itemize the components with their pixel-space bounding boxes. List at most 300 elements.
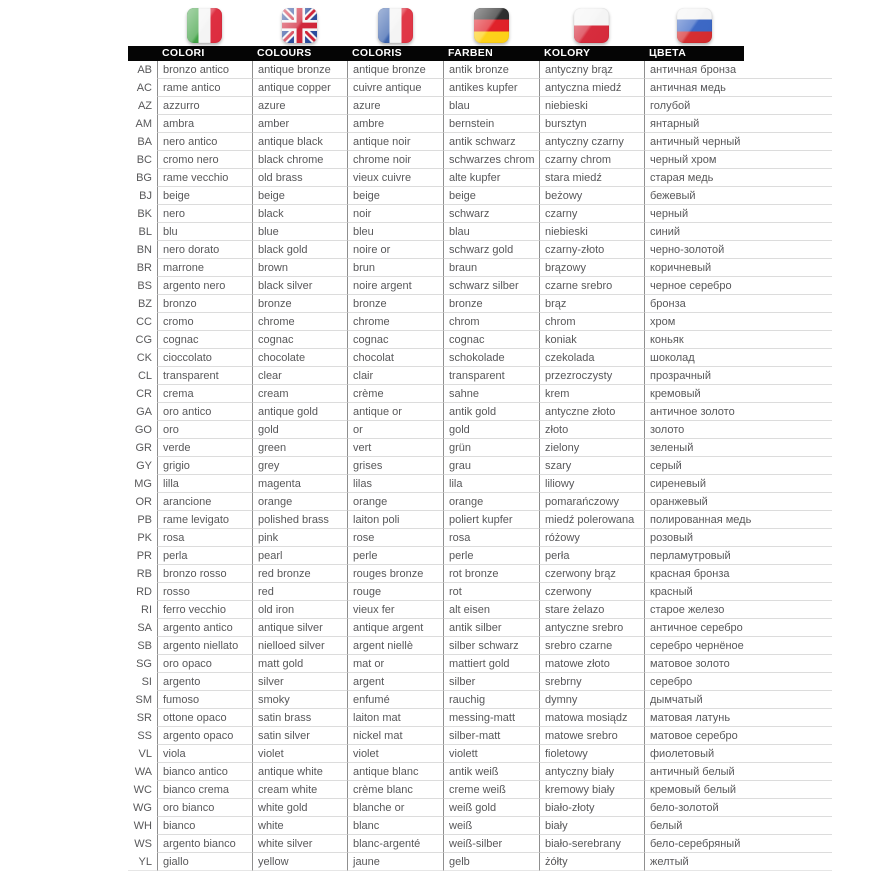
color-name-it: bianco antico: [157, 763, 252, 781]
color-name-de: messing-matt: [443, 709, 539, 727]
table-row: [128, 385, 832, 403]
color-code: WG: [133, 802, 152, 814]
color-name-pl: antyczne srebro: [539, 619, 644, 637]
color-name-fr: antique or: [347, 403, 443, 421]
color-name-en: pearl: [252, 547, 347, 565]
color-code: OR: [135, 496, 152, 508]
color-name-de: gelb: [443, 853, 539, 871]
color-name-de: rosa: [443, 529, 539, 547]
color-name-pl: liliowy: [539, 475, 644, 493]
color-name-it: crema: [157, 385, 252, 403]
color-name-fr: laiton mat: [347, 709, 443, 727]
color-name-ru: матовое золото: [644, 655, 832, 673]
color-table-body: [128, 61, 832, 871]
table-row: [128, 61, 832, 79]
color-name-ru: серебро чернёное: [644, 637, 832, 655]
color-name-it: transparent: [157, 367, 252, 385]
color-code: YL: [128, 853, 157, 871]
color-name-pl: chrom: [539, 313, 644, 331]
color-name-pl: fioletowy: [539, 745, 644, 763]
color-name-pl: biało-serebrany: [539, 835, 644, 853]
color-name-pl: niebieski: [539, 97, 644, 115]
table-row: [128, 313, 832, 331]
color-name-ru: хром: [644, 313, 832, 331]
color-name-it: nero dorato: [157, 241, 252, 259]
color-name-fr: rose: [347, 529, 443, 547]
color-name-fr: chrome noir: [347, 151, 443, 169]
color-name-ru: красный: [644, 583, 832, 601]
color-name-it: argento niellato: [157, 637, 252, 655]
color-name-en: antique silver: [252, 619, 347, 637]
color-name-it: fumoso: [157, 691, 252, 709]
color-name-fr: bleu: [347, 223, 443, 241]
color-name-ru: античная медь: [644, 79, 832, 97]
color-name-de: schwarz silber: [443, 277, 539, 295]
color-name-it: argento opaco: [157, 727, 252, 745]
color-name-fr: bronze: [347, 295, 443, 313]
color-name-ru: коричневый: [644, 259, 832, 277]
color-name-de: schwarzes chrom: [443, 151, 539, 169]
color-name-ru: коньяк: [644, 331, 832, 349]
table-row: [128, 673, 832, 691]
color-name-de: alt eisen: [443, 601, 539, 619]
color-name-ru: античное серебро: [644, 619, 832, 637]
table-row: [128, 223, 832, 241]
color-name-de: antikes kupfer: [443, 79, 539, 97]
table-row: [128, 259, 832, 277]
color-code: BS: [137, 280, 152, 292]
table-header: [128, 46, 744, 61]
table-row: [128, 655, 832, 673]
table-row: [128, 853, 832, 871]
color-name-en: black chrome: [252, 151, 347, 169]
color-code: RB: [136, 568, 152, 580]
color-name-en: cognac: [252, 331, 347, 349]
table-row: [128, 367, 832, 385]
color-name-pl: miedź polerowana: [539, 511, 644, 529]
color-name-fr: antique noir: [347, 133, 443, 151]
color-name-ru: старая медь: [644, 169, 832, 187]
color-name-it: rame vecchio: [157, 169, 252, 187]
color-name-fr: grises: [347, 457, 443, 475]
color-name-ru: шоколад: [644, 349, 832, 367]
color-code: SM: [135, 694, 152, 706]
color-name-ru: античное золото: [644, 403, 832, 421]
color-name-ru: античный черный: [644, 133, 832, 151]
color-name-it: cognac: [157, 331, 252, 349]
color-name-en: antique copper: [252, 79, 347, 97]
color-name-it: ottone opaco: [157, 709, 252, 727]
color-name-pl: przezroczysty: [539, 367, 644, 385]
color-name-en: satin silver: [252, 727, 347, 745]
color-name-de: weiß: [443, 817, 539, 835]
color-name-fr: blanc-argenté: [347, 835, 443, 853]
table-row: [128, 457, 832, 475]
color-name-en: antique white: [252, 763, 347, 781]
color-code: BK: [137, 208, 152, 220]
color-code: BN: [136, 244, 152, 256]
color-name-de: bernstein: [443, 115, 539, 133]
color-name-en: red bronze: [252, 565, 347, 583]
color-name-de: schwarz gold: [443, 241, 539, 259]
color-name-fr: nickel mat: [347, 727, 443, 745]
table-row: [128, 781, 832, 799]
color-name-it: rame levigato: [157, 511, 252, 529]
color-name-pl: dymny: [539, 691, 644, 709]
table-row: [128, 295, 832, 313]
color-table: [128, 6, 832, 871]
color-name-ru: красная бронза: [644, 565, 832, 583]
table-row: [128, 403, 832, 421]
color-code: CC: [136, 316, 152, 328]
color-name-en: antique bronze: [252, 61, 347, 79]
color-name-fr: argent niellè: [347, 637, 443, 655]
color-name-ru: бело-серебряный: [644, 835, 832, 853]
color-name-ru: серый: [644, 457, 832, 475]
color-code: SS: [137, 730, 152, 742]
color-name-pl: beżowy: [539, 187, 644, 205]
color-name-pl: antyczny biały: [539, 763, 644, 781]
color-code: SR: [136, 712, 152, 724]
color-name-ru: матовая латунь: [644, 709, 832, 727]
color-name-pl: antyczny czarny: [539, 133, 644, 151]
color-name-it: argento nero: [157, 277, 252, 295]
header-kolory: KOLORY: [544, 47, 591, 59]
color-name-de: schwarz: [443, 205, 539, 223]
color-name-pl: szary: [539, 457, 644, 475]
color-name-it: marrone: [157, 259, 252, 277]
color-name-ru: фиолетовый: [644, 745, 832, 763]
table-row: [128, 745, 832, 763]
color-name-it: bronzo antico: [157, 61, 252, 79]
color-name-fr: laiton poli: [347, 511, 443, 529]
color-name-en: green: [252, 439, 347, 457]
color-name-de: poliert kupfer: [443, 511, 539, 529]
color-name-ru: кремовый белый: [644, 781, 832, 799]
color-name-en: brown: [252, 259, 347, 277]
color-code: WH: [133, 820, 152, 832]
color-name-it: grigio: [157, 457, 252, 475]
color-name-ru: перламутровый: [644, 547, 832, 565]
color-name-en: black silver: [252, 277, 347, 295]
table-row: [128, 331, 832, 349]
color-code: RI: [141, 604, 152, 616]
color-code: BJ: [139, 190, 152, 202]
color-name-ru: белый: [644, 817, 832, 835]
color-name-pl: czarny: [539, 205, 644, 223]
color-code: BL: [138, 226, 152, 238]
color-name-de: creme weiß: [443, 781, 539, 799]
color-name-en: white gold: [252, 799, 347, 817]
color-name-en: azure: [252, 97, 347, 115]
color-name-de: cognac: [443, 331, 539, 349]
table-row: [128, 709, 832, 727]
color-name-it: perla: [157, 547, 252, 565]
color-name-en: chrome: [252, 313, 347, 331]
color-name-en: grey: [252, 457, 347, 475]
color-name-en: violet: [252, 745, 347, 763]
color-name-en: antique gold: [252, 403, 347, 421]
color-name-en: cream white: [252, 781, 347, 799]
color-name-en: orange: [252, 493, 347, 511]
color-name-de: alte kupfer: [443, 169, 539, 187]
color-name-en: red: [252, 583, 347, 601]
color-name-de: orange: [443, 493, 539, 511]
color-name-pl: czarny-złoto: [539, 241, 644, 259]
header-cveta: ЦВЕТА: [649, 47, 687, 59]
color-name-fr: orange: [347, 493, 443, 511]
color-name-en: bronze: [252, 295, 347, 313]
color-name-pl: stara miedź: [539, 169, 644, 187]
color-name-en: magenta: [252, 475, 347, 493]
table-row: [128, 169, 832, 187]
color-name-pl: srebro czarne: [539, 637, 644, 655]
color-name-fr: noire argent: [347, 277, 443, 295]
color-name-en: nielloed silver: [252, 637, 347, 655]
color-name-de: grau: [443, 457, 539, 475]
color-name-fr: noire or: [347, 241, 443, 259]
color-name-fr: violet: [347, 745, 443, 763]
color-name-it: oro: [157, 421, 252, 439]
table-row: [128, 439, 832, 457]
color-name-de: antik bronze: [443, 61, 539, 79]
france-flag-icon: [378, 8, 413, 43]
color-name-it: cromo: [157, 313, 252, 331]
table-row: [128, 277, 832, 295]
color-name-pl: brąz: [539, 295, 644, 313]
color-name-it: giallo: [157, 853, 252, 871]
color-name-it: rosa: [157, 529, 252, 547]
color-name-de: weiß-silber: [443, 835, 539, 853]
color-name-ru: черно-золотой: [644, 241, 832, 259]
color-code: CG: [135, 334, 152, 346]
color-name-en: antique black: [252, 133, 347, 151]
flags-row: [128, 6, 832, 45]
color-name-de: schokolade: [443, 349, 539, 367]
table-row: [128, 547, 832, 565]
color-name-de: rot: [443, 583, 539, 601]
color-code: BA: [137, 136, 152, 148]
color-name-de: sahne: [443, 385, 539, 403]
color-name-it: ambra: [157, 115, 252, 133]
color-name-ru: серебро: [644, 673, 832, 691]
color-name-fr: brun: [347, 259, 443, 277]
table-row: [128, 241, 832, 259]
color-name-pl: antyczna miedź: [539, 79, 644, 97]
color-name-pl: matowa mosiądz: [539, 709, 644, 727]
color-name-it: oro bianco: [157, 799, 252, 817]
color-name-de: blau: [443, 97, 539, 115]
color-code: AC: [136, 82, 152, 94]
color-name-de: braun: [443, 259, 539, 277]
color-code: BR: [136, 262, 152, 274]
color-name-fr: ambre: [347, 115, 443, 133]
color-name-de: bronze: [443, 295, 539, 313]
color-name-fr: or: [347, 421, 443, 439]
color-name-pl: bursztyn: [539, 115, 644, 133]
color-name-ru: старое железо: [644, 601, 832, 619]
color-name-en: amber: [252, 115, 347, 133]
color-name-pl: koniak: [539, 331, 644, 349]
color-name-ru: черный: [644, 205, 832, 223]
color-name-en: silver: [252, 673, 347, 691]
table-row: [128, 799, 832, 817]
color-name-en: satin brass: [252, 709, 347, 727]
color-name-pl: stare żelazo: [539, 601, 644, 619]
color-name-en: matt gold: [252, 655, 347, 673]
table-row: [128, 565, 832, 583]
color-name-it: azzurro: [157, 97, 252, 115]
color-name-ru: бело-золотой: [644, 799, 832, 817]
color-code: RD: [136, 586, 152, 598]
header-colori: COLORI: [162, 47, 205, 59]
color-name-ru: сиреневый: [644, 475, 832, 493]
header-coloris: COLORIS: [352, 47, 402, 59]
color-name-fr: clair: [347, 367, 443, 385]
color-name-ru: янтарный: [644, 115, 832, 133]
color-name-it: blu: [157, 223, 252, 241]
color-name-en: white silver: [252, 835, 347, 853]
color-name-ru: оранжевый: [644, 493, 832, 511]
color-name-en: yellow: [252, 853, 347, 871]
color-name-it: rame antico: [157, 79, 252, 97]
color-name-de: blau: [443, 223, 539, 241]
color-name-ru: зеленый: [644, 439, 832, 457]
color-name-fr: chocolat: [347, 349, 443, 367]
flag-spacer: [128, 6, 157, 45]
table-row: [128, 205, 832, 223]
table-row: [128, 637, 832, 655]
italy-flag-icon: [187, 8, 222, 43]
color-name-pl: matowe złoto: [539, 655, 644, 673]
color-name-it: oro opaco: [157, 655, 252, 673]
table-row: [128, 529, 832, 547]
color-code: WS: [134, 838, 152, 850]
color-code: GR: [135, 442, 152, 454]
color-name-fr: antique bronze: [347, 61, 443, 79]
table-row: [128, 349, 832, 367]
color-name-ru: кремовый: [644, 385, 832, 403]
table-row: [128, 133, 832, 151]
color-name-fr: mat or: [347, 655, 443, 673]
color-code: CK: [136, 352, 152, 364]
color-name-pl: matowe srebro: [539, 727, 644, 745]
color-code: AZ: [137, 100, 152, 112]
color-name-en: white: [252, 817, 347, 835]
color-name-it: bronzo: [157, 295, 252, 313]
color-name-pl: czerwony: [539, 583, 644, 601]
color-name-pl: pomarańczowy: [539, 493, 644, 511]
color-name-it: rosso: [157, 583, 252, 601]
color-name-it: verde: [157, 439, 252, 457]
color-name-it: oro antico: [157, 403, 252, 421]
color-name-en: pink: [252, 529, 347, 547]
table-row: [128, 421, 832, 439]
color-code: PB: [137, 514, 152, 526]
color-name-en: old brass: [252, 169, 347, 187]
color-name-fr: azure: [347, 97, 443, 115]
color-code: GO: [134, 424, 152, 436]
table-row: [128, 115, 832, 133]
color-name-ru: голубой: [644, 97, 832, 115]
color-name-pl: czarne srebro: [539, 277, 644, 295]
color-name-en: old iron: [252, 601, 347, 619]
color-name-it: viola: [157, 745, 252, 763]
table-row: [128, 97, 832, 115]
color-code: BC: [136, 154, 152, 166]
color-name-ru: розовый: [644, 529, 832, 547]
color-name-ru: матовое серебро: [644, 727, 832, 745]
color-name-en: polished brass: [252, 511, 347, 529]
color-name-fr: beige: [347, 187, 443, 205]
color-code: AM: [135, 118, 152, 130]
color-name-fr: antique blanc: [347, 763, 443, 781]
color-name-de: grün: [443, 439, 539, 457]
color-code: SG: [136, 658, 152, 670]
table-row: [128, 691, 832, 709]
color-name-pl: żółty: [539, 853, 644, 871]
color-code: WA: [134, 766, 152, 778]
color-name-pl: biały: [539, 817, 644, 835]
color-name-de: rauchig: [443, 691, 539, 709]
color-name-ru: бронза: [644, 295, 832, 313]
table-row: [128, 511, 832, 529]
color-name-en: blue: [252, 223, 347, 241]
color-name-fr: perle: [347, 547, 443, 565]
table-row: [128, 763, 832, 781]
color-name-pl: srebrny: [539, 673, 644, 691]
color-name-en: chocolate: [252, 349, 347, 367]
color-name-en: cream: [252, 385, 347, 403]
color-name-de: weiß gold: [443, 799, 539, 817]
color-name-ru: дымчатый: [644, 691, 832, 709]
color-name-pl: antyczne złoto: [539, 403, 644, 421]
poland-flag-icon: [574, 8, 609, 43]
table-row: [128, 475, 832, 493]
color-name-it: ferro vecchio: [157, 601, 252, 619]
color-name-pl: czerwony brąz: [539, 565, 644, 583]
color-name-de: transparent: [443, 367, 539, 385]
color-name-it: arancione: [157, 493, 252, 511]
color-name-fr: cuivre antique: [347, 79, 443, 97]
color-name-en: beige: [252, 187, 347, 205]
color-name-fr: argent: [347, 673, 443, 691]
table-row: [128, 619, 832, 637]
color-name-fr: blanche or: [347, 799, 443, 817]
table-row: [128, 151, 832, 169]
color-name-ru: полированная медь: [644, 511, 832, 529]
table-row: [128, 583, 832, 601]
color-name-ru: античный белый: [644, 763, 832, 781]
color-name-de: silber schwarz: [443, 637, 539, 655]
color-name-de: antik silber: [443, 619, 539, 637]
color-name-de: rot bronze: [443, 565, 539, 583]
table-row: [128, 187, 832, 205]
color-name-fr: enfumé: [347, 691, 443, 709]
color-name-ru: бежевый: [644, 187, 832, 205]
table-row: [128, 835, 832, 853]
color-code: CR: [136, 388, 152, 400]
color-name-de: violett: [443, 745, 539, 763]
color-name-it: argento: [157, 673, 252, 691]
color-name-fr: chrome: [347, 313, 443, 331]
table-row: [128, 727, 832, 745]
color-name-fr: blanc: [347, 817, 443, 835]
russia-flag-icon: [677, 8, 712, 43]
color-name-fr: rouges bronze: [347, 565, 443, 583]
color-name-de: chrom: [443, 313, 539, 331]
color-name-ru: черный хром: [644, 151, 832, 169]
